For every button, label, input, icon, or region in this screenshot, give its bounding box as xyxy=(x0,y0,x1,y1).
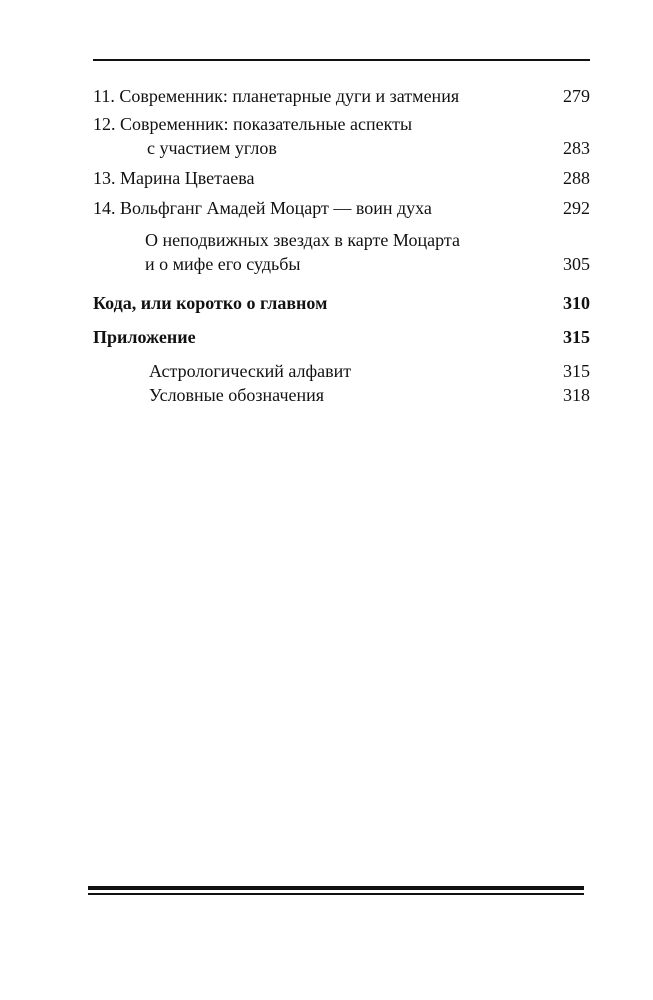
toc-entry xyxy=(93,383,590,407)
toc-entry-page: 305 xyxy=(563,254,590,274)
toc-entry xyxy=(93,112,590,160)
toc-entry xyxy=(93,228,590,276)
toc-entry-title-continuation: и о мифе его судьбы xyxy=(145,254,301,274)
toc-entry-title: 13. Марина Цветаева xyxy=(93,168,255,188)
toc-entry xyxy=(93,84,590,108)
toc-entry-title-continuation: с участием углов xyxy=(147,138,277,158)
bottom-rule-thin xyxy=(88,893,584,895)
toc-entry xyxy=(93,196,590,220)
toc-entry-title: 12. Современник: показательные аспекты xyxy=(93,114,413,134)
toc-entry xyxy=(93,325,590,349)
bottom-rule-thick xyxy=(88,886,584,890)
toc-entry xyxy=(93,359,590,383)
toc-entry-page: 292 xyxy=(563,198,590,218)
toc-entry-title: Кода, или коротко о главном xyxy=(93,293,328,313)
toc-entry-page: 318 xyxy=(563,385,590,405)
toc-entry-page: 279 xyxy=(563,86,590,106)
toc-entry-page: 315 xyxy=(563,327,590,347)
toc-entry-page: 288 xyxy=(563,168,590,188)
toc-entry-page: 283 xyxy=(563,138,590,158)
toc-entry-title: Астрологический алфавит xyxy=(149,361,352,381)
toc-entry-title: Приложение xyxy=(93,327,196,347)
toc-entry-title: Условные обозначения xyxy=(149,385,325,405)
toc-entry-title: 14. Вольфганг Амадей Моцарт — воин духа xyxy=(93,198,432,218)
toc-entry xyxy=(93,166,590,190)
table-of-contents xyxy=(93,84,590,407)
top-rule xyxy=(93,59,590,61)
toc-entry-page: 310 xyxy=(563,293,590,313)
toc-entry-title: О неподвижных звездах в карте Моцарта xyxy=(145,230,460,250)
toc-entry xyxy=(93,291,590,315)
toc-entry-page: 315 xyxy=(563,361,590,381)
toc-entry-title: 11. Современник: планетарные дуги и затмения xyxy=(93,86,460,106)
